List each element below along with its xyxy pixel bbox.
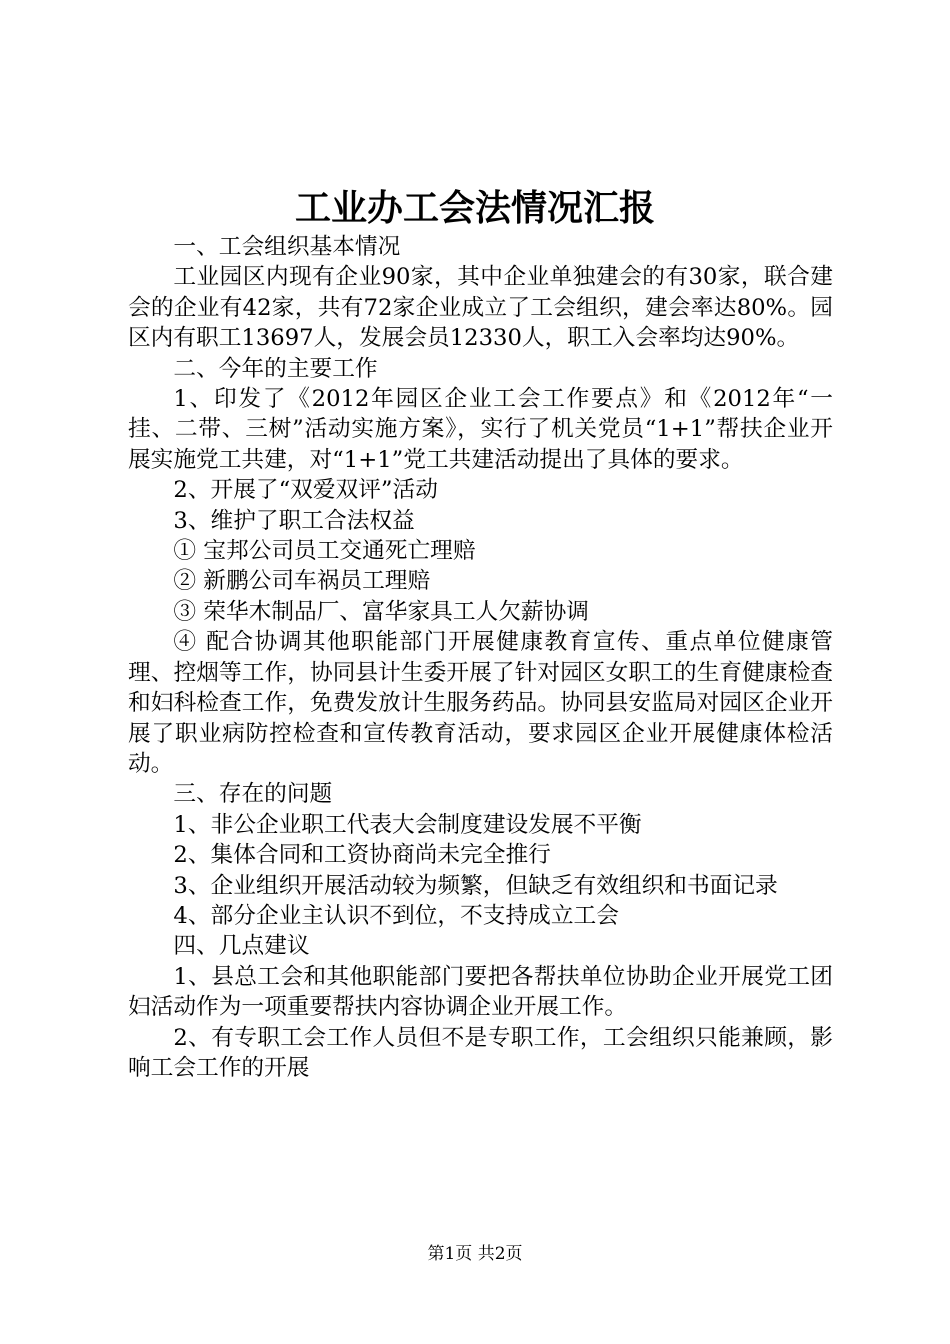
section-heading-3: 三、存在的问题: [173, 781, 333, 808]
paragraph-suggestion-2: 2、有专职工会工作人员但不是专职工作，工会组织只能兼顾，影响工会工作的开展: [128, 1024, 833, 1081]
paragraph-suggestion-1: 1、县总工会和其他职能部门要把各帮扶单位协助企业开展党工团妇活动作为一项重要帮扶内容协调企业开展工作。: [128, 963, 833, 1021]
paragraph-work-3: 3、维护了职工合法权益: [173, 507, 415, 534]
section-heading-2: 二、今年的主要工作: [173, 355, 378, 382]
paragraph-overview: 工业园区内现有企业90家，其中企业单独建会的有30家，联合建会的企业有42家，共有72家企业成立了工会组织，建会率达80%。园区内有职工13697人，发展会员12330人，职工入会率均达90%。: [128, 264, 833, 352]
list-item-circled-1: ① 宝邦公司员工交通死亡理赔: [173, 538, 476, 565]
section-heading-1: 一、工会组织基本情况: [173, 234, 401, 260]
paragraph-problem-2: 2、集体合同和工资协商尚未完全推行: [173, 842, 551, 869]
paragraph-work-2: 2、开展了“双爱双评”活动: [173, 477, 438, 504]
list-item-circled-4: ④ 配合协调其他职能部门开展健康教育宣传、重点单位健康管理、控烟等工作，协同县计生委开展了针对园区女职工的生育健康检查和妇科检查工作，免费发放计生服务药品。协同县安监局对园区企业开展了职业病防控检查和宣传教育活动，要求园区企业开展健康体检活动。: [128, 629, 833, 777]
page-footer: 第1页 共2页: [427, 1244, 523, 1264]
paragraph-work-1: 1、印发了《2012年园区企业工会工作要点》和《2012年“一挂、二带、三树”活动实施方案》，实行了机关党员“1+1”帮扶企业开展实施党工共建，对“1+1”党工共建活动提出了具体的要求。: [128, 386, 833, 473]
page-title: 工业办工会法情况汇报: [294, 187, 655, 229]
paragraph-problem-3: 3、企业组织开展活动较为频繁，但缺乏有效组织和书面记录: [173, 872, 778, 899]
document-body: [128, 232, 833, 1083]
section-heading-4: 四、几点建议: [173, 933, 310, 960]
paragraph-problem-4: 4、部分企业主认识不到位，不支持成立工会: [173, 902, 619, 929]
list-item-circled-2: ② 新鹏公司车祸员工理赔: [173, 568, 431, 595]
paragraph-problem-1: 1、非公企业职工代表大会制度建设发展不平衡: [173, 811, 642, 838]
list-item-circled-3: ③ 荣华木制品厂、富华家具工人欠薪协调: [173, 598, 589, 625]
